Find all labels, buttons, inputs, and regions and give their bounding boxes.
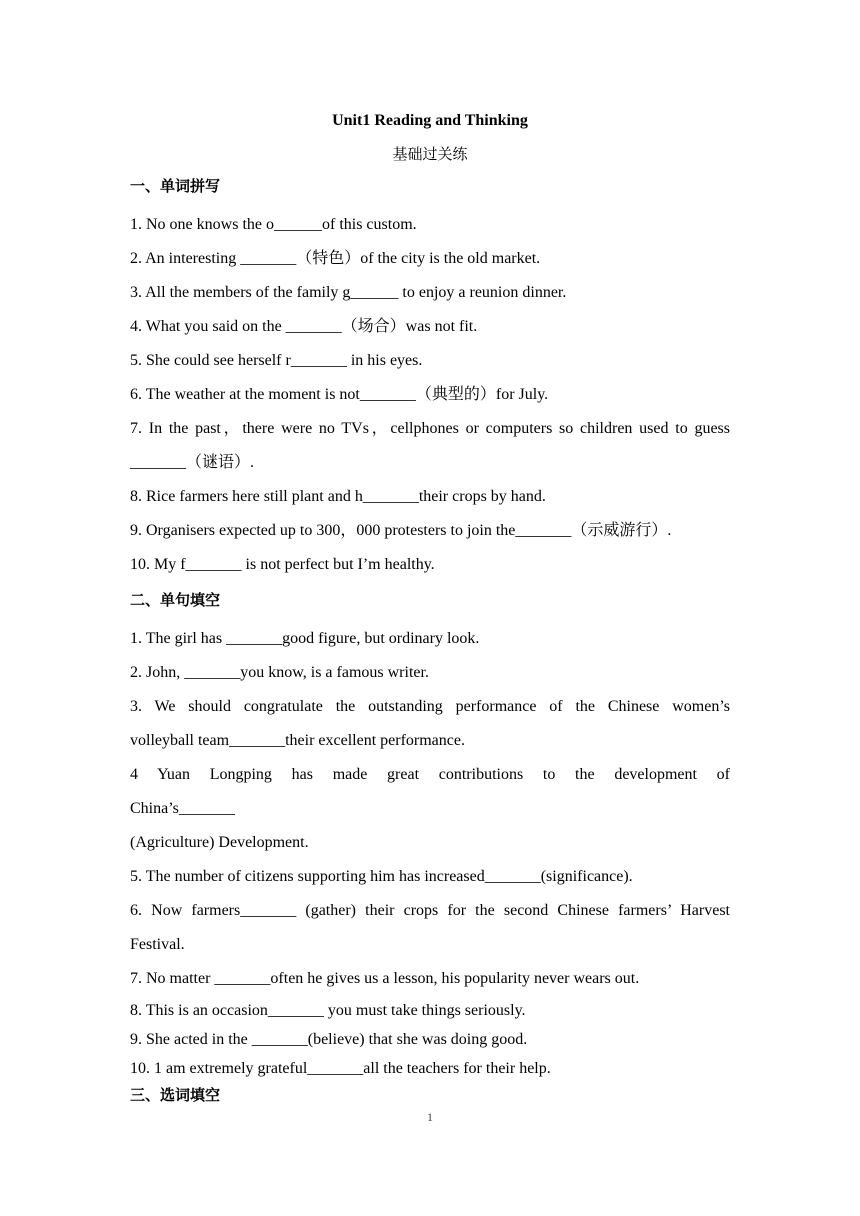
exercise-item: 5. The number of citizens supporting him has increased_______(significance).	[130, 868, 633, 885]
exercise-item: 9. She acted in the _______(believe) that she was doing good.	[130, 1031, 528, 1048]
exercise-item: 7. No matter _______often he gives us a lesson, his popularity never wears out.	[130, 970, 640, 987]
section-heading: 二、单句填空	[130, 591, 221, 609]
exercise-item: 8. Rice farmers here still plant and h_______their crops by hand.	[130, 488, 546, 505]
section-word-choice	[130, 1083, 730, 1107]
exercise-item: 3. All the members of the family g______ to enjoy a reunion dinner.	[130, 284, 567, 301]
exercise-item: 5. She could see herself r_______ in his eyes.	[130, 352, 423, 369]
exercise-item: 3. We should congratulate the outstanding performance of the Chinese women’s	[130, 698, 730, 715]
section-heading: 一、单词拼写	[130, 177, 221, 195]
exercise-item: 4. What you said on the _______（场合）was not fit.	[130, 318, 478, 335]
exercise-item-continuation: Festival.	[130, 936, 185, 953]
section-sentence-fill	[130, 588, 730, 1083]
exercise-item: 7. In the past，there were no TVs，cellphones or computers so children used to guess	[130, 420, 730, 437]
exercise-item: 10. 1 am extremely grateful_______all the teachers for their help.	[130, 1060, 551, 1077]
exercise-item: 2. An interesting _______（特色）of the city is the old market.	[130, 250, 541, 267]
exercise-item-continuation: China’s_______	[130, 800, 235, 817]
exercise-item-continuation: volleyball team_______their excellent performance.	[130, 732, 465, 749]
exercise-item: 4 Yuan Longping has made great contributions to the development of	[130, 766, 730, 783]
exercise-item: 8. This is an occasion_______ you must take things seriously.	[130, 1002, 526, 1019]
exercise-item: 6. The weather at the moment is not_______（典型的）for July.	[130, 386, 549, 403]
exercise-item: 9. Organisers expected up to 300，000 protesters to join the_______（示威游行）.	[130, 522, 672, 539]
exercise-item: 6. Now farmers_______ (gather) their crops for the second Chinese farmers’ Harvest	[130, 902, 730, 919]
page-number: 1	[427, 1110, 433, 1124]
section-word-spelling	[130, 174, 730, 582]
document-title: Unit1 Reading and Thinking	[332, 112, 528, 129]
exercise-item: 10. My f_______ is not perfect but I’m healthy.	[130, 556, 435, 573]
exercise-item-continuation: _______（谜语）.	[130, 454, 255, 471]
exercise-item: 1. No one knows the o______of this custom.	[130, 216, 417, 233]
exercise-item: 2. John, _______you know, is a famous writer.	[130, 664, 429, 681]
section-heading: 三、选词填空	[130, 1086, 221, 1104]
document-subtitle: 基础过关练	[392, 145, 468, 163]
exercise-item-continuation: (Agriculture) Development.	[130, 834, 309, 851]
exercise-item: 1. The girl has _______good figure, but ordinary look.	[130, 630, 480, 647]
document-page	[130, 108, 730, 1117]
